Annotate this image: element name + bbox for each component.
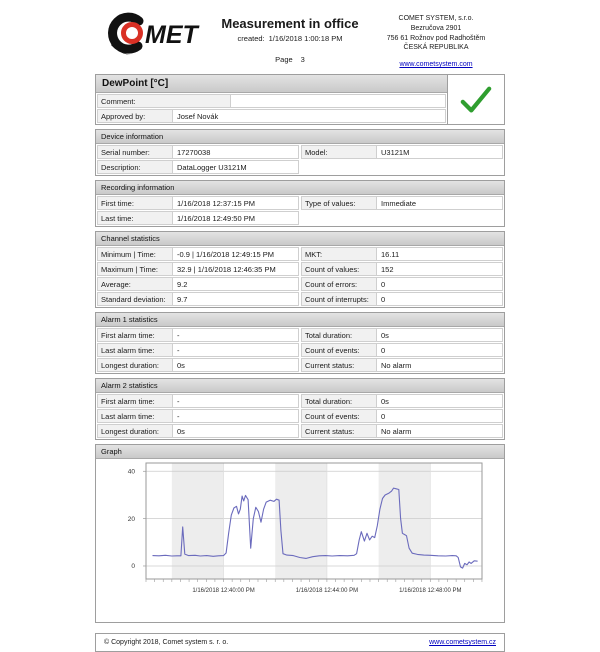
row-value: 1/16/2018 12:49:50 PM xyxy=(177,213,255,223)
row-value: 9.2 xyxy=(177,279,188,289)
y-tick-label: 0 xyxy=(131,563,135,571)
table-row xyxy=(97,394,299,408)
table-row xyxy=(97,196,299,210)
row-value: 0s xyxy=(381,330,389,340)
info-sections xyxy=(95,129,505,440)
footer-website-link[interactable]: www.cometsystem.cz xyxy=(429,639,496,646)
row-value: 0s xyxy=(177,426,185,436)
table-row xyxy=(301,145,503,159)
section-alarm-1-statistics xyxy=(95,312,505,374)
report-title: Measurement in office xyxy=(221,16,359,31)
table-row xyxy=(301,262,503,276)
row-value: 0 xyxy=(381,294,386,304)
report-footer xyxy=(95,633,505,652)
row-label: Current status: xyxy=(302,359,377,371)
row-value: 152 xyxy=(381,264,394,274)
table-row xyxy=(97,247,299,261)
row-value: DataLogger U3121M xyxy=(177,162,247,172)
table-row xyxy=(97,328,299,342)
row-value: - xyxy=(177,345,180,355)
company-website-link[interactable]: www.cometsystem.com xyxy=(399,61,473,69)
row-value: 0s xyxy=(381,396,389,406)
company-country: ČESKÁ REPUBLIKA xyxy=(403,44,469,52)
row-value: No alarm xyxy=(381,426,412,436)
section-header: Channel statistics xyxy=(96,232,504,246)
table-row xyxy=(301,343,503,357)
row-value: No alarm xyxy=(381,360,412,370)
row-value: 0 xyxy=(381,279,386,289)
row-label: Comment: xyxy=(98,95,231,107)
row-label: Count of values: xyxy=(302,263,377,275)
row-value: - xyxy=(177,330,180,340)
row-label: Last time: xyxy=(98,212,173,224)
row-label: First time: xyxy=(98,197,173,209)
section-recording-information xyxy=(95,180,505,227)
page-indicator xyxy=(213,55,367,64)
page-number: 3 xyxy=(300,55,305,64)
section-device-information xyxy=(95,129,505,176)
graph-section-header: Graph xyxy=(96,445,504,459)
created-line xyxy=(213,34,367,43)
row-value: 1/16/2018 12:37:15 PM xyxy=(177,198,255,208)
green-check-icon xyxy=(457,84,495,116)
row-label: Standard deviation: xyxy=(98,293,173,305)
table-row xyxy=(97,94,446,108)
dewpoint-chart xyxy=(96,459,504,622)
row-label: Maximum | Time: xyxy=(98,263,173,275)
row-label: Last alarm time: xyxy=(98,344,173,356)
table-row xyxy=(97,109,446,123)
row-value: Josef Novák xyxy=(177,111,219,121)
chart-band xyxy=(275,463,327,579)
table-row xyxy=(97,358,299,372)
chart-band xyxy=(379,463,431,579)
row-label: Model: xyxy=(302,146,377,158)
company-name: COMET SYSTEM, s.r.o. xyxy=(398,15,474,22)
y-tick-label: 40 xyxy=(127,468,135,476)
table-row xyxy=(97,292,299,306)
row-label: Total duration: xyxy=(302,395,377,407)
section-header: Alarm 2 statistics xyxy=(96,379,504,393)
row-label: Approved by: xyxy=(98,110,173,122)
row-label: First alarm time: xyxy=(98,329,173,341)
row-label: Total duration: xyxy=(302,329,377,341)
row-value: 32.9 | 1/16/2018 12:46:35 PM xyxy=(177,264,276,274)
channel-title: DewPoint [°C] xyxy=(96,75,447,93)
table-row xyxy=(97,409,299,423)
row-label: Average: xyxy=(98,278,173,290)
x-tick-label: 1/16/2018 12:48:00 PM xyxy=(399,588,462,594)
table-row xyxy=(97,160,299,174)
report-header xyxy=(95,10,505,70)
table-row xyxy=(97,211,299,225)
section-channel-statistics xyxy=(95,231,505,308)
table-row xyxy=(301,424,503,438)
row-label: Count of errors: xyxy=(302,278,377,290)
row-label: First alarm time: xyxy=(98,395,173,407)
table-row xyxy=(97,145,299,159)
row-label: Longest duration: xyxy=(98,359,173,371)
table-row xyxy=(301,196,503,210)
row-label: Serial number: xyxy=(98,146,173,158)
chart-band xyxy=(172,463,224,579)
row-label: Count of events: xyxy=(302,410,377,422)
approved-status-cell xyxy=(447,75,504,124)
table-row xyxy=(97,262,299,276)
row-value: Immediate xyxy=(381,198,417,208)
table-row xyxy=(301,277,503,291)
svg-text:MET: MET xyxy=(145,21,198,49)
table-row xyxy=(301,409,503,423)
table-row xyxy=(97,277,299,291)
row-value: 0s xyxy=(177,360,185,370)
row-label: Count of events: xyxy=(302,344,377,356)
row-value: 0 xyxy=(381,345,386,355)
table-row xyxy=(301,328,503,342)
row-value: 9.7 xyxy=(177,294,188,304)
row-label: Type of values: xyxy=(302,197,377,209)
section-header: Recording information xyxy=(96,181,504,195)
row-value: - xyxy=(177,396,180,406)
row-label: Longest duration: xyxy=(98,425,173,437)
section-header: Device information xyxy=(96,130,504,144)
row-value xyxy=(231,95,445,107)
table-row xyxy=(301,358,503,372)
row-value: 16.11 xyxy=(381,249,400,259)
x-tick-label: 1/16/2018 12:40:00 PM xyxy=(192,588,255,594)
company-city: 756 61 Rožnov pod Radhoštěm xyxy=(386,34,486,42)
graph-panel xyxy=(95,444,505,623)
table-row xyxy=(301,394,503,408)
created-label: created: xyxy=(237,34,265,43)
row-label: Description: xyxy=(98,161,173,173)
section-alarm-2-statistics xyxy=(95,378,505,440)
table-row xyxy=(97,424,299,438)
row-label: Current status: xyxy=(302,425,377,437)
table-row xyxy=(301,247,503,261)
report-page xyxy=(95,0,505,652)
created-value: 1/16/2018 1:00:18 PM xyxy=(268,34,343,43)
x-tick-label: 1/16/2018 12:44:00 PM xyxy=(295,588,359,594)
row-value: -0.9 | 1/16/2018 12:49:15 PM xyxy=(177,249,275,259)
table-row xyxy=(97,343,299,357)
company-street: Bezručova 2901 xyxy=(410,24,462,32)
row-value: 0 xyxy=(381,411,386,421)
row-value: - xyxy=(177,411,180,421)
page-label: Page xyxy=(275,55,293,64)
channel-panel xyxy=(95,74,505,125)
y-tick-label: 20 xyxy=(127,515,135,523)
row-label: Count of interrupts: xyxy=(302,293,377,305)
comet-logo-icon xyxy=(95,10,213,70)
row-value: 17270038 xyxy=(177,147,211,157)
section-header: Alarm 1 statistics xyxy=(96,313,504,327)
table-row xyxy=(301,292,503,306)
row-label: Last alarm time: xyxy=(98,410,173,422)
row-label: Minimum | Time: xyxy=(98,248,173,260)
copyright-text: © Copyright 2018, Comet system s. r. o. xyxy=(104,639,229,646)
row-label: MKT: xyxy=(302,248,377,260)
row-value: U3121M xyxy=(381,147,410,157)
company-address xyxy=(367,10,505,70)
